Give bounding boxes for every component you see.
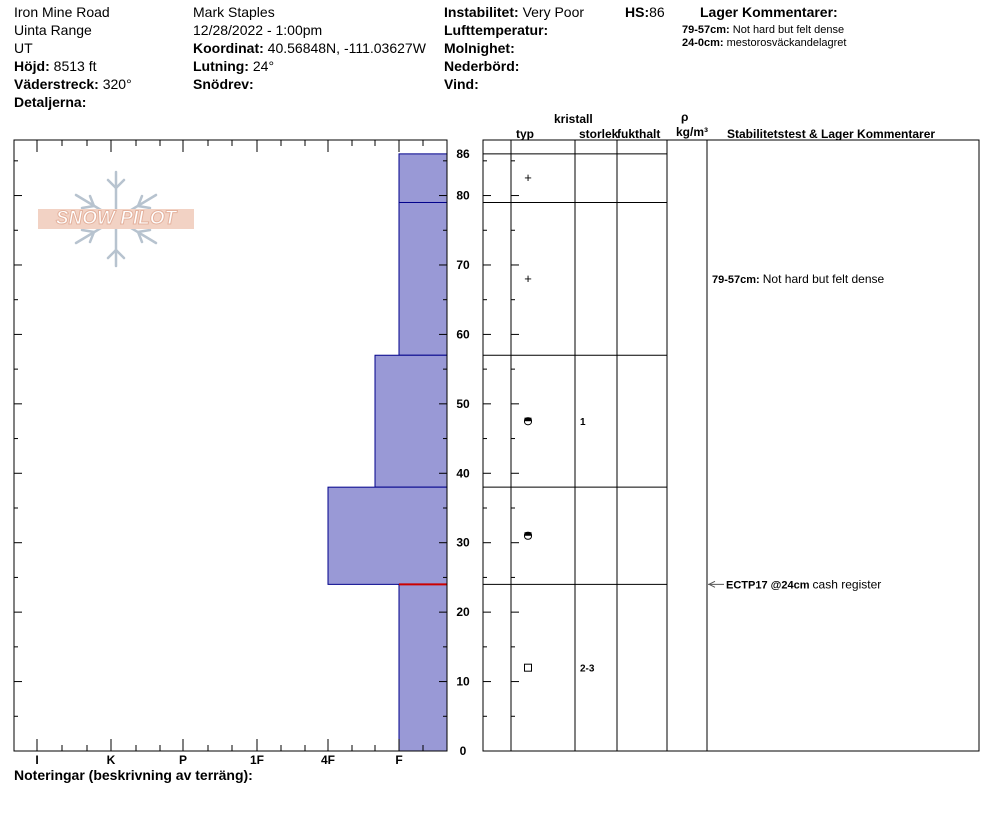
state: UT [14, 40, 33, 56]
x-tick-label: F [395, 753, 403, 767]
layer-comment-text: Not hard but felt dense [732, 24, 845, 36]
layer-comments-title: Lager Kommentarer: [700, 4, 838, 20]
x-tick-label: I [35, 753, 39, 767]
annotation-text: cash register [812, 577, 882, 592]
hardness-bar [375, 355, 447, 487]
hardness-bar [328, 487, 447, 584]
precip-label: Nederbörd: [444, 58, 520, 74]
hs-value: 86 [649, 4, 665, 20]
instability-value: Very Poor [522, 4, 585, 20]
type-header: typ [516, 127, 534, 141]
grain-glyph-fill [525, 418, 532, 422]
annotation-label: ECTP17 @24cm [726, 579, 813, 592]
size-header: storlek [579, 127, 619, 141]
grain-symbol: + [524, 170, 532, 186]
y-tick-label: 60 [456, 327, 470, 342]
sky-label: Molnighet: [444, 40, 515, 56]
stability-test-annotation [726, 577, 881, 591]
hardness-bar [399, 584, 447, 751]
slope-value: 24° [252, 58, 275, 74]
elevation-label: Höjd: [14, 58, 50, 74]
drift-label: Snödrev: [193, 76, 254, 92]
elevation-value: 8513 ft [53, 58, 97, 74]
aspect-label: Väderstreck: [14, 76, 99, 92]
layer-annotation [712, 272, 885, 286]
grain-symbol [525, 664, 532, 671]
layer-comment-range: 79-57cm: [682, 24, 730, 36]
layer-table-frame [483, 140, 979, 751]
y-tick-label: 50 [456, 396, 470, 411]
grain-symbol: + [524, 270, 532, 286]
aspect-value: 320° [102, 76, 132, 92]
wind-label: Vind: [444, 76, 479, 92]
layer-comment-range: 24-0cm: [682, 37, 724, 49]
slope-label: Lutning: [193, 58, 249, 74]
datetime: 12/28/2022 - 1:00pm [193, 22, 323, 38]
location: Iron Mine Road [14, 4, 110, 20]
grain-symbol [525, 532, 532, 539]
y-tick-label: 30 [456, 535, 470, 550]
y-tick-label: 40 [456, 466, 470, 481]
instability-label: Instabilitet: [444, 4, 519, 20]
x-tick-label: P [178, 753, 188, 767]
grain-glyph-fill [525, 532, 532, 536]
hs-label: HS: [625, 4, 650, 20]
logo-text: SNOW PILOT [55, 208, 177, 229]
coord-label: Koordinat: [193, 40, 264, 56]
x-tick-label: 1F [249, 753, 265, 767]
moisture-header: fukthalt [617, 127, 661, 141]
stability-header: Stabilitetstest & Lager Kommentarer [727, 127, 936, 141]
x-tick-label: 4F [320, 753, 336, 767]
details-label: Detaljerna: [14, 94, 87, 110]
y-tick-label: 80 [456, 188, 470, 203]
grain-size: 2-3 [580, 663, 595, 675]
observer: Mark Staples [193, 4, 275, 20]
airtemp-label: Lufttemperatur: [444, 22, 549, 38]
y-tick-label: 20 [456, 605, 470, 620]
y-tick-label: 70 [456, 257, 470, 272]
y-tick-label: 10 [456, 674, 470, 689]
y-tick-label: 86 [456, 146, 470, 161]
grain-size: 1 [580, 417, 586, 429]
rho-header: ρ [681, 110, 689, 124]
grain-symbol [525, 418, 532, 425]
range: Uinta Range [14, 22, 92, 38]
density-unit: kg/m³ [676, 125, 709, 139]
annotation-text: Not hard but felt dense [762, 271, 885, 286]
y-tick-label: 0 [459, 744, 467, 758]
crystal-header: kristall [554, 112, 593, 126]
notes-label: Noteringar (beskrivning av terräng): [14, 767, 253, 783]
annotation-label: 79-57cm: [712, 273, 763, 286]
x-tick-label: K [106, 753, 116, 767]
hardness-bar [399, 202, 447, 355]
coord-value: 40.56848N, -111.03627W [267, 40, 426, 56]
layer-comment-text: mestorosväckandelagret [726, 37, 847, 49]
